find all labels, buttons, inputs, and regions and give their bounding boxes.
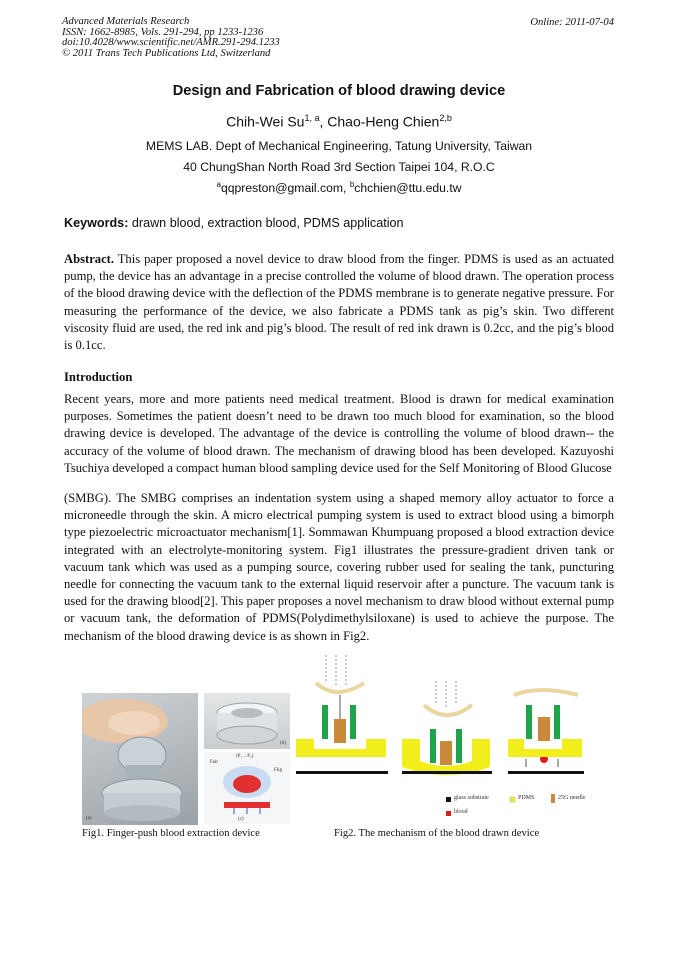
fig2-caption: Fig2. The mechanism of the blood drawn device (334, 828, 540, 839)
affiliation-line-1: MEMS LAB. Dept of Mechanical Engineering, Tatung University, Taiwan (145, 139, 533, 153)
legend-blood-label: blood (454, 809, 468, 815)
legend-pdms-swatch (510, 797, 515, 802)
keywords-label: Keywords: (64, 216, 129, 230)
fig1-label-a: (a) (86, 816, 92, 821)
legend-needle-swatch (551, 794, 555, 803)
fig1-label-c: (c) (238, 817, 244, 822)
email-b-sup: b (349, 180, 355, 189)
abstract (64, 251, 614, 354)
email-a[interactable]: qqpreston@gmail.com, (220, 181, 350, 196)
email-a-sup: a (216, 180, 221, 189)
legend-glass-label: glass substrate (454, 795, 489, 801)
journal-copyright: © 2011 Trans Tech Publications Ltd, Switzerland (62, 47, 271, 59)
introduction-para-1: Recent years, more and more patients need medical treatment. Blood is drawn for medical examination purposes. Sometimes the patient doesn’t need to be drawn too much blood for examination, so the blood drawing device is developed. The advantage of the device is controlling the volume of blood drawn-- the accuracy of the volume of blood drawn. The mechanism of drawing blood has been developed. Kazuyoshi Tsuchiya developed a compact human blood sampling device used for the Self Monitoring of Blood Glucose (64, 392, 614, 475)
fig1-c-flig: Flig (274, 768, 283, 773)
affiliation-line-2: 40 ChungShan North Road 3rd Section Taipei 104, R.O.C (183, 160, 495, 174)
fig2-mechanism-diagram (296, 655, 606, 825)
abstract-text: This paper proposed a novel device to draw blood from the finger. PDMS is used as an actuated pump, the device has an advantage in a precise controlled the volume of blood drawn. The operation process of the blood drawing device with the deflection of the PDMS membrane is to generate negative pressure. For measuring the performance of the device, we also fabricate a PDMS tank as pig’s skin. Two different viscosity fluid are used, the red ink and pig’s blood. The result of red ink drawn is 0.2cc, and the pig’s blood is 0.1cc. (64, 252, 614, 353)
legend-glass-swatch (446, 797, 451, 802)
fig1-c-fair: Fair (210, 760, 219, 765)
journal-doi: doi:10.4028/www.scientific.net/AMR.291-294.1233 (62, 37, 280, 48)
author-separator: , (319, 113, 328, 130)
keywords (64, 216, 404, 230)
email-b[interactable]: chchien@ttu.edu.tw (354, 181, 462, 196)
fig1-schematic (204, 752, 290, 824)
fig2-panel-2 (402, 681, 492, 775)
ring-device-illustration (204, 693, 290, 749)
journal-issn: ISSN: 1662-8985, Vols. 291-294, pp 1233-1236 (62, 26, 264, 38)
fig1-c-pressure: (P₁→P₂) (236, 754, 254, 759)
fig2-panel-3 (508, 690, 584, 774)
author-line (0, 113, 678, 130)
online-date: Online: 2011-07-04 (530, 17, 614, 28)
paper-title: Design and Fabrication of blood drawing device (172, 83, 506, 99)
author-2: Chao-Heng Chien (327, 113, 440, 130)
email-line (0, 180, 678, 195)
fig1-label-b: (b) (280, 741, 286, 746)
finger-device-illustration (82, 693, 198, 825)
legend-blood-swatch (446, 811, 451, 816)
fig2-panel-1 (296, 655, 388, 774)
fig1-photo-finger-push (82, 693, 198, 825)
introduction-para-2: (SMBG). The SMBG comprises an indentation system using a shaped memory alloy actuator to force a microneedle through the skin. A micro electrical pumping system is used to extract blood using a bimorph type piezoelectric microactuator mechanism[1]. Sommawan Khumpuang proposed a blood extraction device integrated with an electrolyte-monitoring system. Fig1 illustrates the pressure-gradient driven tank or vacuum tank which was used as a pumping source, covering rubber used for sealing the tank, puncturing needle for connecting the vacuum tank to the external liquid reservoir after a puncture. The vacuum tank is used for the drawing blood[2]. This paper proposes a novel mechanism to draw blood without external pump or vacuum tank, the deformation of PDMS(Polydimethylsiloxane) is used to achieve the purpose. The mechanism of the blood drawing device is as shown in Fig2. (64, 491, 614, 643)
legend-pdms-label: PDMS (518, 795, 535, 801)
author-2-sup: 2,b (439, 113, 452, 123)
author-1: Chih-Wei Su (226, 113, 305, 130)
fig1-photo-ring (204, 693, 290, 749)
journal-name: Advanced Materials Research (62, 16, 190, 27)
introduction-heading: Introduction (64, 370, 133, 384)
journal-header (62, 17, 280, 59)
legend-needle-label: 25G needle (558, 795, 586, 801)
abstract-label: Abstract. (64, 252, 115, 266)
author-1-sup: 1, a (304, 113, 320, 123)
fig1-caption: Fig1. Finger-push blood extraction device (82, 828, 260, 839)
keywords-text: drawn blood, extraction blood, PDMS application (128, 216, 404, 230)
